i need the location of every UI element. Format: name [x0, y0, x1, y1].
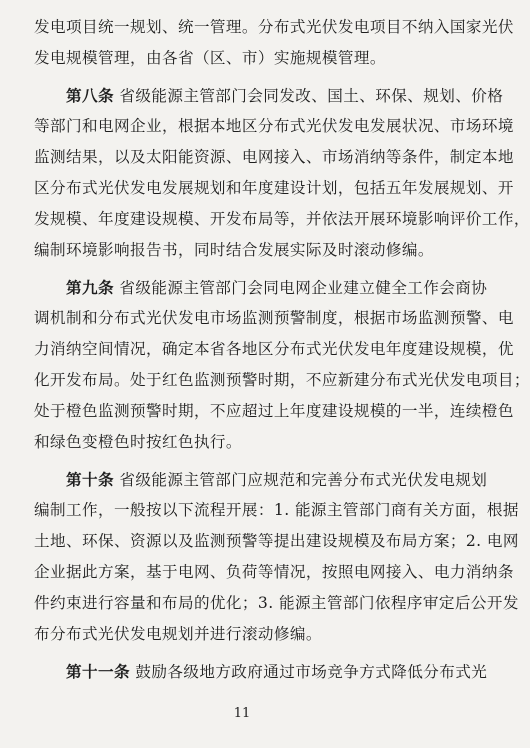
- article-11-heading-line: [34, 656, 488, 687]
- paragraph-line: 等部门和电网企业，根据本地区分布式光伏发电发展状况、市场环境: [34, 117, 514, 135]
- paragraph-line: 发电项目统一规划、统一管理。分布式光伏发电项目不纳入国家光伏: [34, 18, 514, 36]
- paragraph-line: 编制工作，一般按以下流程开展：1. 能源主管部门商有关方面，根据: [34, 501, 519, 519]
- paragraph-line: 土地、环保、资源以及监测预警等提出建设规模及布局方案；2. 电网: [34, 532, 519, 550]
- paragraph-line: 发规模、年度建设规模、开发布局等，并依法开展环境影响评价工作，: [34, 210, 530, 228]
- article-8-heading-line: [34, 80, 504, 111]
- paragraph-line: 区分布式光伏发电发展规划和年度建设计划，包括五年发展规划、开: [34, 179, 514, 197]
- paragraph-line: 布分布式光伏发电规划并进行滚动修编。: [34, 625, 322, 643]
- article-10-first-line: 省级能源主管部门应规范和完善分布式光伏发电规划: [119, 471, 488, 489]
- article-8-first-line: 省级能源主管部门会同发改、国土、环保、规划、价格: [119, 87, 504, 105]
- paragraph-line: 和绿色变橙色时按红色执行。: [34, 433, 242, 451]
- article-9-label: 第九条: [66, 278, 114, 297]
- paragraph-line: 化开发布局。处于红色监测预警时期，不应新建分布式光伏发电项目；: [34, 371, 530, 389]
- paragraph-line: 力消纳空间情况，确定本省各地区分布式光伏发电年度建设规模，优: [34, 340, 514, 358]
- page-number: 11: [233, 706, 251, 721]
- paragraph-line: 处于橙色监测预警时期，不应超过上年度建设规模的一半，连续橙色: [34, 402, 514, 420]
- paragraph-line: 企业据此方案，基于电网、负荷等情况，按照电网接入、电力消纳条: [34, 563, 514, 581]
- article-11-first-line: 鼓励各级地方政府通过市场竞争方式降低分布式光: [135, 663, 488, 681]
- paragraph-line: 件约束进行容量和布局的优化；3. 能源主管部门依程序审定后公开发: [34, 594, 519, 612]
- article-11-label: 第十一条: [66, 662, 130, 681]
- article-10-heading-line: [34, 464, 488, 495]
- article-8-label: 第八条: [66, 86, 114, 105]
- paragraph-line: 编制环境影响报告书，同时结合发展实际及时滚动修编。: [34, 241, 434, 259]
- article-9-first-line: 省级能源主管部门会同电网企业建立健全工作会商协: [119, 279, 488, 297]
- article-10-label: 第十条: [66, 470, 114, 489]
- paragraph-line: 发电规模管理，由各省（区、市）实施规模管理。: [34, 49, 386, 67]
- article-9-heading-line: [34, 272, 488, 303]
- paragraph-line: 调机制和分布式光伏发电市场监测预警制度，根据市场监测预警、电: [34, 309, 514, 327]
- paragraph-line: 监测结果，以及太阳能资源、电网接入、市场消纳等条件，制定本地: [34, 148, 514, 166]
